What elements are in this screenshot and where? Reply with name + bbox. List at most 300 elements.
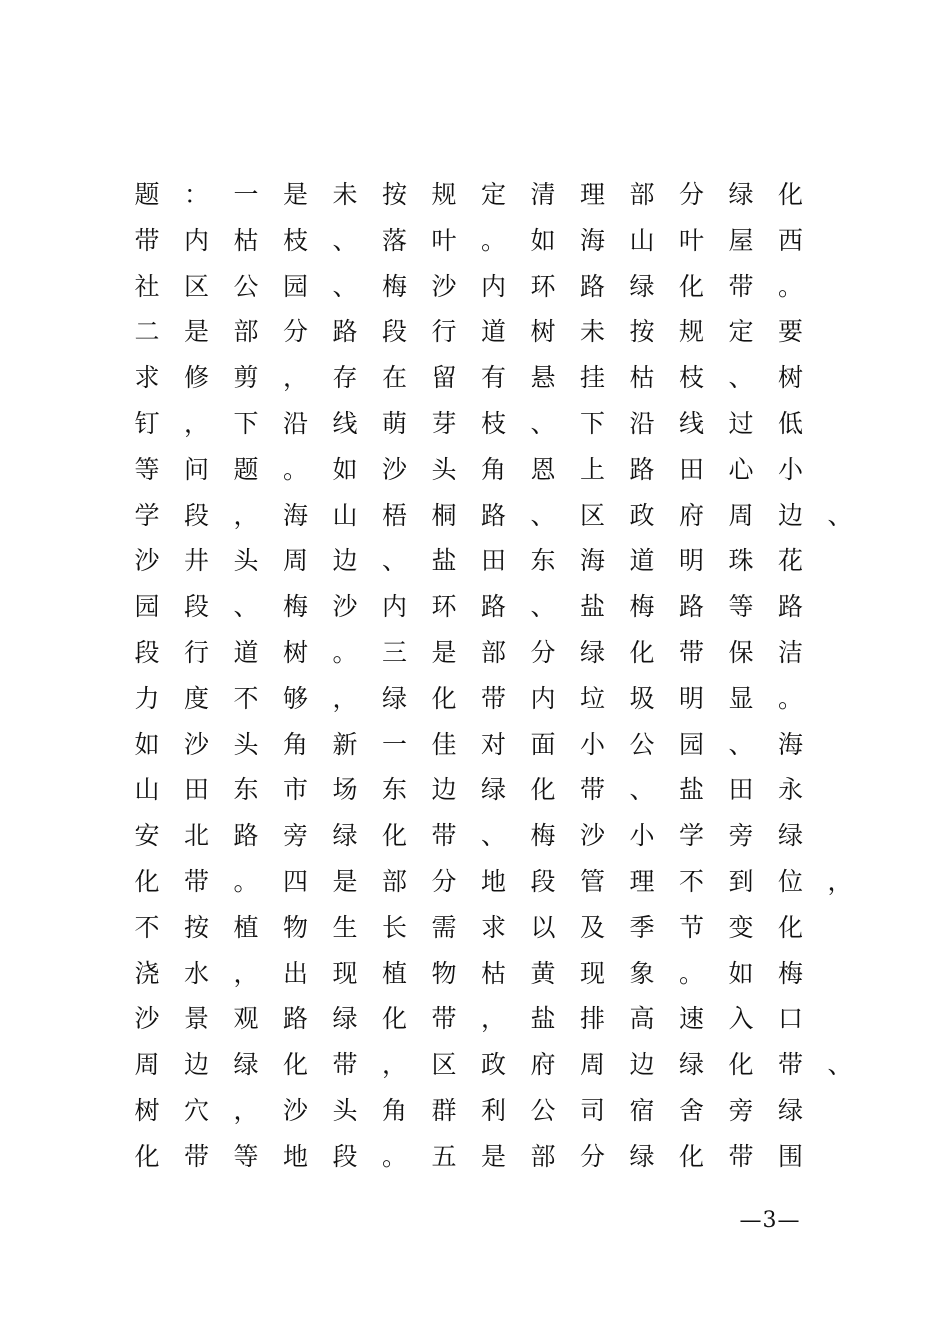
text-char: 段 <box>134 637 160 667</box>
text-char: 段 <box>381 317 407 347</box>
text-char: 绿 <box>728 180 754 209</box>
text-char: 等 <box>728 592 754 622</box>
text-char: 化 <box>678 271 704 301</box>
text-char: 。 <box>480 225 506 255</box>
text-char: 路 <box>282 1004 308 1034</box>
page-number: —3— <box>739 1208 801 1233</box>
text-char: 小 <box>629 821 655 851</box>
text-char: 沙 <box>282 1095 308 1125</box>
text-char: 桐 <box>431 500 457 530</box>
text-char: 盐 <box>678 775 704 805</box>
text-char: 树 <box>134 1095 160 1125</box>
text-char: 心 <box>728 454 754 484</box>
text-char: 海 <box>777 729 803 759</box>
text-char: 洁 <box>777 637 803 667</box>
text-char: 、 <box>530 592 556 622</box>
text-char: ， <box>233 500 259 530</box>
text-char: 化 <box>777 912 803 942</box>
text-char: 梅 <box>530 821 556 851</box>
text-char: 二 <box>134 317 160 347</box>
text-char: 线 <box>678 408 704 438</box>
text-char: 对 <box>480 729 506 759</box>
text-char: 是 <box>282 180 308 209</box>
text-char: 沿 <box>282 408 308 438</box>
text-char: 求 <box>480 912 506 942</box>
text-char: 带 <box>183 1141 209 1171</box>
text-char: 沙 <box>134 546 160 576</box>
text-char: 带 <box>332 1050 358 1080</box>
text-char: 沙 <box>332 592 358 622</box>
text-char: 公 <box>233 271 259 301</box>
text-char: 部 <box>629 180 655 209</box>
text-char: 是 <box>431 637 457 667</box>
text-line <box>120 401 880 447</box>
text-char: 够 <box>282 683 308 713</box>
text-char: 梅 <box>777 958 803 988</box>
text-char: 角 <box>381 1095 407 1125</box>
text-char: 出 <box>282 958 308 988</box>
text-char: 、 <box>728 363 754 393</box>
text-char: 在 <box>381 363 407 393</box>
text-char: 盐 <box>530 1004 556 1034</box>
text-char: 化 <box>530 775 556 805</box>
text-char: 花 <box>777 546 803 576</box>
text-char: 政 <box>629 500 655 530</box>
text-char: 旁 <box>282 821 308 851</box>
text-char: 田 <box>183 775 209 805</box>
text-char: 边 <box>431 775 457 805</box>
text-char: 公 <box>629 729 655 759</box>
text-char: 舍 <box>678 1095 704 1125</box>
text-char: 按 <box>629 317 655 347</box>
text-line <box>120 722 880 768</box>
text-char: 群 <box>431 1095 457 1125</box>
text-char: 下 <box>579 408 605 438</box>
text-char: 公 <box>530 1095 556 1125</box>
text-char: 、 <box>827 500 853 530</box>
text-char: 现 <box>332 958 358 988</box>
text-line <box>120 172 880 218</box>
text-line <box>120 355 880 401</box>
text-char: 如 <box>728 958 754 988</box>
text-char: 存 <box>332 363 358 393</box>
text-char: 道 <box>233 637 259 667</box>
text-char: 景 <box>183 1004 209 1034</box>
text-line <box>120 951 880 997</box>
text-char: 水 <box>183 958 209 988</box>
text-line <box>120 584 880 630</box>
text-char: 头 <box>431 454 457 484</box>
text-char: 头 <box>332 1095 358 1125</box>
text-char: ， <box>183 408 209 438</box>
text-char: 明 <box>678 546 704 576</box>
text-char: 海 <box>282 500 308 530</box>
text-char: 显 <box>728 683 754 713</box>
text-char: ， <box>332 683 358 713</box>
text-char: 、 <box>530 500 556 530</box>
text-char: 不 <box>678 866 704 896</box>
text-char: 内 <box>480 271 506 301</box>
text-line <box>120 264 880 310</box>
text-char: 绿 <box>332 1004 358 1034</box>
text-char: 象 <box>629 958 655 988</box>
text-char: 山 <box>629 225 655 255</box>
text-char: 沙 <box>579 821 605 851</box>
text-char: 园 <box>282 271 308 301</box>
text-char: ， <box>233 1095 259 1125</box>
text-char: 分 <box>678 180 704 209</box>
text-char: 梅 <box>629 592 655 622</box>
text-char: 边 <box>777 500 803 530</box>
text-char: 区 <box>431 1050 457 1080</box>
text-char: 市 <box>282 775 308 805</box>
text-char: 穴 <box>183 1095 209 1125</box>
text-char: 府 <box>530 1050 556 1080</box>
text-char: 山 <box>332 500 358 530</box>
text-char: 物 <box>282 912 308 942</box>
text-char: 社 <box>134 271 160 301</box>
text-char: 化 <box>629 637 655 667</box>
text-char: 西 <box>777 225 803 255</box>
text-char: 学 <box>134 500 160 530</box>
text-char: 不 <box>134 912 160 942</box>
text-char: 树 <box>530 317 556 347</box>
text-char: 安 <box>134 821 160 851</box>
text-char: 山 <box>134 775 160 805</box>
text-char: 府 <box>678 500 704 530</box>
text-char: 求 <box>134 363 160 393</box>
text-char: 盐 <box>431 546 457 576</box>
text-char: 植 <box>233 912 259 942</box>
text-char: 绿 <box>332 821 358 851</box>
text-char: 部 <box>381 866 407 896</box>
text-char: 段 <box>183 500 209 530</box>
text-char: 排 <box>579 1004 605 1034</box>
text-char: ， <box>282 363 308 393</box>
text-char: 枝 <box>480 408 506 438</box>
text-char: 未 <box>579 317 605 347</box>
text-char: 需 <box>431 912 457 942</box>
text-char: 路 <box>629 454 655 484</box>
text-char: 部 <box>233 317 259 347</box>
text-char: 未 <box>332 180 358 209</box>
text-char: 圾 <box>629 683 655 713</box>
text-char: 不 <box>233 683 259 713</box>
text-char: 有 <box>480 363 506 393</box>
text-char: 绿 <box>629 1141 655 1171</box>
text-line <box>120 630 880 676</box>
text-char: 化 <box>777 180 803 209</box>
text-char: 到 <box>728 866 754 896</box>
text-char: 永 <box>777 775 803 805</box>
text-char: 如 <box>530 225 556 255</box>
text-char: 留 <box>431 363 457 393</box>
text-char: 小 <box>777 454 803 484</box>
text-char: 、 <box>332 225 358 255</box>
text-char: 行 <box>183 637 209 667</box>
text-char: 树 <box>777 363 803 393</box>
text-char: 恩 <box>530 454 556 484</box>
text-char: 角 <box>480 454 506 484</box>
text-char: 枝 <box>282 225 308 255</box>
text-char: 上 <box>579 454 605 484</box>
text-char: 修 <box>183 363 209 393</box>
text-char: 及 <box>579 912 605 942</box>
text-char: 内 <box>530 683 556 713</box>
text-char: 内 <box>381 592 407 622</box>
text-char: ， <box>480 1004 506 1034</box>
text-char: 五 <box>431 1141 457 1171</box>
text-char: 树 <box>282 637 308 667</box>
text-char: 按 <box>183 912 209 942</box>
text-char: 段 <box>530 866 556 896</box>
text-line <box>120 813 880 859</box>
text-char: 按 <box>381 180 407 209</box>
text-char: 。 <box>332 637 358 667</box>
text-line <box>120 859 880 905</box>
text-char: 路 <box>480 500 506 530</box>
text-char: 梅 <box>282 592 308 622</box>
text-char: 带 <box>183 866 209 896</box>
text-char: 、 <box>629 775 655 805</box>
text-char: 化 <box>134 1141 160 1171</box>
text-char: 佳 <box>431 729 457 759</box>
text-char: 分 <box>530 637 556 667</box>
text-char: 化 <box>381 821 407 851</box>
text-char: 道 <box>480 317 506 347</box>
text-char: 园 <box>134 592 160 622</box>
text-char: 司 <box>579 1095 605 1125</box>
text-char: 带 <box>777 1050 803 1080</box>
text-char: 、 <box>827 1050 853 1080</box>
text-char: 线 <box>332 408 358 438</box>
text-line <box>120 676 880 722</box>
text-char: 、 <box>480 821 506 851</box>
text-char: 下 <box>233 408 259 438</box>
text-char: 沙 <box>183 729 209 759</box>
text-char: 段 <box>332 1141 358 1171</box>
text-char: 、 <box>728 729 754 759</box>
text-char: 长 <box>381 912 407 942</box>
text-char: 利 <box>480 1095 506 1125</box>
text-char: 周 <box>728 500 754 530</box>
text-char: 。 <box>777 683 803 713</box>
text-char: ， <box>233 958 259 988</box>
text-char: 。 <box>233 866 259 896</box>
text-char: 定 <box>728 317 754 347</box>
text-char: 化 <box>134 866 160 896</box>
text-char: 沿 <box>629 408 655 438</box>
text-char: 田 <box>678 454 704 484</box>
text-char: 旁 <box>728 821 754 851</box>
text-char: 一 <box>381 729 407 759</box>
text-char: 环 <box>530 271 556 301</box>
text-char: 枯 <box>233 225 259 255</box>
text-char: 井 <box>183 546 209 576</box>
text-char: 道 <box>629 546 655 576</box>
text-char: 宿 <box>629 1095 655 1125</box>
text-char: 东 <box>381 775 407 805</box>
text-char: 低 <box>777 408 803 438</box>
text-char: 地 <box>480 866 506 896</box>
text-char: 带 <box>728 271 754 301</box>
text-char: 化 <box>381 1004 407 1034</box>
text-char: 绿 <box>777 821 803 851</box>
text-char: 路 <box>777 592 803 622</box>
text-char: 季 <box>629 912 655 942</box>
text-char: 定 <box>480 180 506 209</box>
text-char: 沙 <box>381 454 407 484</box>
text-char: 行 <box>431 317 457 347</box>
text-char: 生 <box>332 912 358 942</box>
text-char: 规 <box>678 317 704 347</box>
text-char: ， <box>381 1050 407 1080</box>
text-char: 题 <box>134 180 160 209</box>
text-char: 以 <box>530 912 556 942</box>
text-char: 理 <box>629 866 655 896</box>
text-line <box>120 905 880 951</box>
text-char: 部 <box>530 1141 556 1171</box>
text-char: 旁 <box>728 1095 754 1125</box>
text-char: 化 <box>678 1141 704 1171</box>
text-line <box>120 1134 880 1180</box>
text-char: 沙 <box>431 271 457 301</box>
text-char: 度 <box>183 683 209 713</box>
text-char: 带 <box>134 225 160 255</box>
text-char: 田 <box>480 546 506 576</box>
text-char: 绿 <box>777 1095 803 1125</box>
text-char: 等 <box>233 1141 259 1171</box>
text-char: 带 <box>431 821 457 851</box>
text-char: 题 <box>233 454 259 484</box>
text-char: 叶 <box>678 225 704 255</box>
text-char: 力 <box>134 683 160 713</box>
text-line <box>120 447 880 493</box>
text-char: 保 <box>728 637 754 667</box>
text-char: 区 <box>183 271 209 301</box>
text-char: 路 <box>678 592 704 622</box>
text-char: 场 <box>332 775 358 805</box>
text-char: 分 <box>282 317 308 347</box>
text-char: 浇 <box>134 958 160 988</box>
text-char: ： <box>183 180 209 209</box>
text-char: 盐 <box>579 592 605 622</box>
text-char: 明 <box>678 683 704 713</box>
text-char: 。 <box>381 1141 407 1171</box>
text-char: 带 <box>579 775 605 805</box>
text-line <box>120 1088 880 1134</box>
text-char: 钉 <box>134 408 160 438</box>
text-char: 路 <box>480 592 506 622</box>
text-char: 。 <box>678 958 704 988</box>
text-char: 等 <box>134 454 160 484</box>
text-char: 带 <box>678 637 704 667</box>
text-char: 口 <box>777 1004 803 1034</box>
text-char: 。 <box>777 271 803 301</box>
text-char: 梧 <box>381 500 407 530</box>
text-char: 。 <box>282 454 308 484</box>
text-char: 绿 <box>629 271 655 301</box>
text-char: 芽 <box>431 408 457 438</box>
text-char: 学 <box>678 821 704 851</box>
text-char: 绿 <box>579 637 605 667</box>
text-char: 观 <box>233 1004 259 1034</box>
text-char: 头 <box>233 546 259 576</box>
text-char: 路 <box>332 317 358 347</box>
text-char: 角 <box>282 729 308 759</box>
text-char: 路 <box>233 821 259 851</box>
text-char: 是 <box>332 866 358 896</box>
text-char: 政 <box>480 1050 506 1080</box>
text-char: 规 <box>431 180 457 209</box>
text-char: 北 <box>183 821 209 851</box>
text-char: 高 <box>629 1004 655 1034</box>
text-char: 如 <box>134 729 160 759</box>
text-char: 枝 <box>678 363 704 393</box>
text-char: 边 <box>629 1050 655 1080</box>
text-char: 东 <box>233 775 259 805</box>
text-char: 周 <box>579 1050 605 1080</box>
text-line <box>120 996 880 1042</box>
text-line <box>120 309 880 355</box>
text-char: 要 <box>777 317 803 347</box>
text-char: 路 <box>579 271 605 301</box>
text-char: 悬 <box>530 363 556 393</box>
text-char: 化 <box>728 1050 754 1080</box>
text-char: 是 <box>480 1141 506 1171</box>
text-char: 绿 <box>480 775 506 805</box>
text-char: 入 <box>728 1004 754 1034</box>
text-char: 、 <box>332 271 358 301</box>
text-char: 沙 <box>134 1004 160 1034</box>
text-char: 、 <box>530 408 556 438</box>
text-char: 东 <box>530 546 556 576</box>
text-char: 四 <box>282 866 308 896</box>
text-char: 一 <box>233 180 259 209</box>
text-char: 绿 <box>233 1050 259 1080</box>
text-char: 垃 <box>579 683 605 713</box>
text-line <box>120 493 880 539</box>
text-char: 部 <box>480 637 506 667</box>
text-char: 头 <box>233 729 259 759</box>
text-line <box>120 538 880 584</box>
text-char: 化 <box>282 1050 308 1080</box>
text-char: ， <box>827 866 853 896</box>
text-char: 物 <box>431 958 457 988</box>
text-char: 绿 <box>678 1050 704 1080</box>
text-char: 段 <box>183 592 209 622</box>
text-char: 挂 <box>579 363 605 393</box>
text-char: 小 <box>579 729 605 759</box>
text-char: 、 <box>381 546 407 576</box>
text-char: 屋 <box>728 225 754 255</box>
text-char: 萌 <box>381 408 407 438</box>
text-char: 位 <box>777 866 803 896</box>
text-char: 梅 <box>381 271 407 301</box>
body-text <box>120 172 880 1180</box>
text-char: 面 <box>530 729 556 759</box>
text-char: 节 <box>678 912 704 942</box>
text-char: 变 <box>728 912 754 942</box>
text-char: 区 <box>579 500 605 530</box>
text-char: 带 <box>431 1004 457 1034</box>
text-char: 地 <box>282 1141 308 1171</box>
text-char: 问 <box>183 454 209 484</box>
text-char: 环 <box>431 592 457 622</box>
text-char: 三 <box>381 637 407 667</box>
text-char: 围 <box>777 1141 803 1171</box>
text-char: 边 <box>332 546 358 576</box>
